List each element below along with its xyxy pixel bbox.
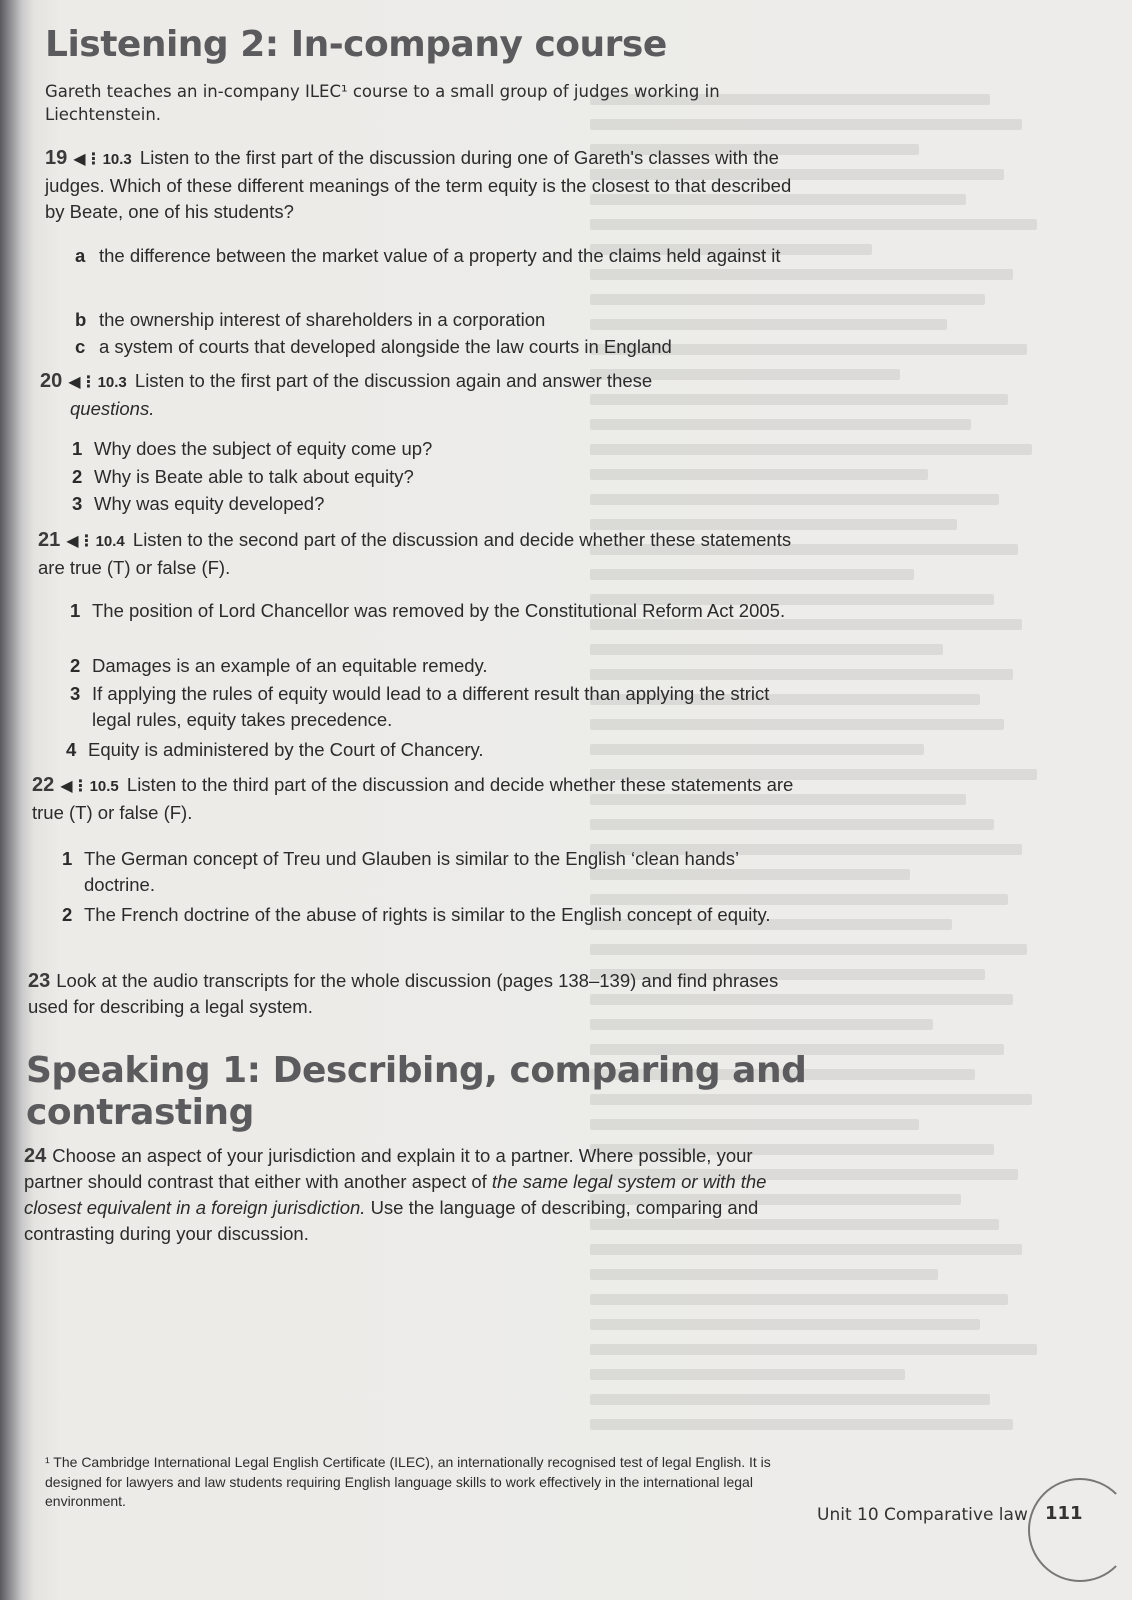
- statement-item: 1 The position of Lord Chancellor was removed by the Constitutional Reform Act 2005.: [70, 600, 786, 621]
- statement-item: 2 Damages is an example of an equitable remedy.: [70, 655, 488, 676]
- exercise-text-italic: questions.: [70, 398, 155, 419]
- exercise-number: 20: [40, 370, 63, 392]
- exercise-text: Listen to the first part of the discussion during one of Gareth's classes with the judges. Which of these different meanings of the term equity is the closest to that described by Beate, one of his students?: [45, 147, 792, 222]
- speaker-icon: ◀⋮: [68, 374, 97, 391]
- option-item: c a system of courts that developed alongside the law courts in England: [75, 336, 672, 357]
- speaker-icon: ◀⋮: [66, 533, 95, 550]
- exercise-22: [32, 772, 802, 826]
- exercise-20: [40, 368, 800, 422]
- statement-item: 4 Equity is administered by the Court of Chancery.: [66, 739, 484, 760]
- unit-label: Unit 10 Comparative law: [817, 1505, 1028, 1525]
- exercise-number: 23: [28, 970, 51, 992]
- speaker-icon: ◀⋮: [60, 778, 89, 795]
- audio-track[interactable]: ◀⋮10.3: [73, 151, 132, 168]
- exercise-text: Listen to the first part of the discussion again and answer these: [134, 370, 653, 391]
- option-item: b the ownership interest of shareholders in a corporation: [75, 309, 546, 330]
- exercise-number: 19: [45, 147, 68, 169]
- exercise-text: Listen to the third part of the discussion and decide whether these statements are true (T) or false (F).: [32, 774, 794, 823]
- exercise-number: 22: [32, 774, 55, 796]
- audio-track[interactable]: ◀⋮10.3: [68, 374, 127, 391]
- exercise-21: [38, 527, 808, 581]
- question-item: 3 Why was equity developed?: [72, 493, 325, 514]
- exercise-text-italic: the same legal system or with the closest equivalent in a foreign jurisdiction.: [24, 1171, 767, 1218]
- speaking-title: Speaking 1: Describing, comparing and contrasting: [26, 1050, 807, 1133]
- exercise-23: [28, 968, 798, 1020]
- footnote: ¹ The Cambridge International Legal English Certificate (ILEC), an internationally recognised test of legal English. It is designed for lawyers and law students requiring English language skills to work effectively in the international legal environment.: [45, 1454, 771, 1509]
- exercise-text: Choose an aspect of your jurisdiction and explain it to a partner. Where possible, your partner should contrast that either with another aspect of: [24, 1145, 753, 1192]
- statement-item: 2 The French doctrine of the abuse of rights is similar to the English concept of equity.: [62, 904, 771, 925]
- question-item: 2 Why is Beate able to talk about equity?: [72, 466, 414, 487]
- exercise-number: 21: [38, 529, 61, 551]
- statement-item: 1 The German concept of Treu und Glauben is similar to the English ‘clean hands’ doctrine.: [62, 848, 739, 895]
- listening-intro: Gareth teaches an in-company ILEC¹ course to a small group of judges working in Liechtenstein.: [45, 82, 720, 124]
- statement-item: 3 If applying the rules of equity would lead to a different result than applying the strict legal rules, equity takes precedence.: [70, 683, 770, 730]
- page-number-circle: [1028, 1478, 1132, 1582]
- exercise-19: [45, 145, 805, 225]
- exercise-text-end: Use the language of describing, comparing and contrasting during your discussion.: [24, 1197, 759, 1244]
- question-item: 1 Why does the subject of equity come up?: [72, 438, 433, 459]
- page-number: 111: [1045, 1503, 1083, 1524]
- listening-title: Listening 2: In-company course: [45, 24, 667, 65]
- option-item: a the difference between the market value of a property and the claims held against it: [75, 245, 781, 266]
- exercise-number: 24: [24, 1145, 47, 1167]
- speaker-icon: ◀⋮: [73, 151, 102, 168]
- exercise-text: Listen to the second part of the discussion and decide whether these statements are true (T) or false (F).: [38, 529, 792, 578]
- audio-track[interactable]: ◀⋮10.5: [60, 778, 119, 795]
- exercise-24: [24, 1143, 794, 1247]
- audio-track[interactable]: ◀⋮10.4: [66, 533, 125, 550]
- exercise-text: Look at the audio transcripts for the whole discussion (pages 138–139) and find phrases used for describing a legal system.: [28, 970, 779, 1017]
